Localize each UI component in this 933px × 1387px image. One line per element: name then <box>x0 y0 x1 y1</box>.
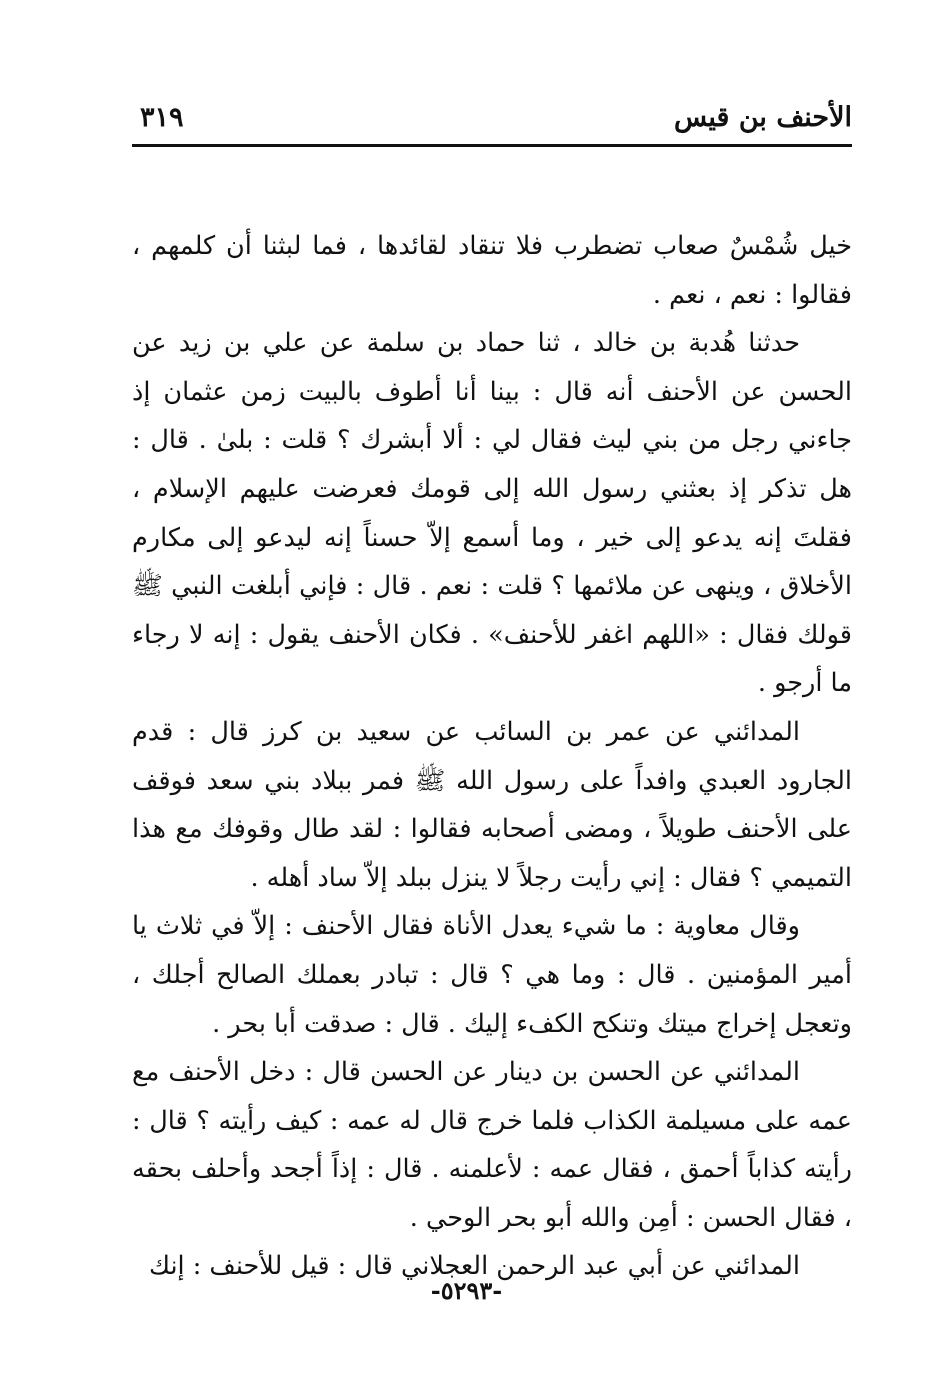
paragraph: خيل شُمْسٌ صعاب تضطرب فلا تنقاد لقائدها ، فما لبثنا أن كلمهم ، فقالوا : نعم ، نعم . <box>132 231 852 310</box>
paragraph: المدائني عن الحسن بن دينار عن الحسن قال : دخل الأحنف مع عمه على مسيلمة الكذاب فلما خرج قال له عمه : كيف رأيته ؟ قال : رأيته كذاباً أحمق ، فقال عمه : لأعلمنه . قال : إذاً أجحد وأحلف بحقه ، فقال الحسن : أمِن والله أبو بحر الوحي . <box>132 1057 852 1233</box>
body-text <box>132 222 852 1291</box>
running-title: الأحنف بن قيس <box>673 102 852 133</box>
page-number: ٣١٩ <box>140 102 184 133</box>
paragraph: المدائني عن عمر بن السائب عن سعيد بن كرز قال : قدم الجارود العبدي وافداً على رسول الله ﷺ فمر ببلاد بني سعد فوقف على الأحنف طويلاً ، ومضى أصحابه فقالوا : لقد طال وقوفك مع هذا التميمي ؟ فقال : إني رأيت رجلاً لا ينزل ببلد إلاّ ساد أهله . <box>132 716 852 893</box>
footer-page-number: -٥٢٩٣- <box>430 1276 503 1305</box>
paragraph: وقال معاوية : ما شيء يعدل الأناة فقال الأحنف : إلاّ في ثلاث يا أمير المؤمنين . قال : وما هي ؟ قال : تبادر بعملك الصالح أجلك ، وتعجل إخراج ميتك وتنكح الكفء إليك . قال : صدقت أبا بحر . <box>132 911 852 1039</box>
header-rule <box>132 144 852 147</box>
paragraph: المدائني عن أبي عبد الرحمن العجلاني قال : قيل للأحنف : إنك <box>148 1251 800 1282</box>
page-header <box>132 96 852 140</box>
paragraph: حدثنا هُدبة بن خالد ، ثنا حماد بن سلمة عن علي بن زيد عن الحسن عن الأحنف أنه قال : بينا أنا أطوف بالبيت زمن عثمان إذ جاءني رجل من بني ليث فقال لي : ألا أبشرك ؟ قلت : بلىٰ . قال : هل تذكر إذ بعثني رسول الله إلى قومك فعرضت عليهم الإسلام ، فقلتَ إنه يدعو إلى خير ، وما أسمع إلاّ حسناً إنه ليدعو إلى مكارم الأخلاق ، وينهى عن ملائمها ؟ قلت : نعم . قال : فإني أبلغت النبي ﷺ قولك فقال : «اللهم اغفر للأحنف» . فكان الأحنف يقول : إنه لا رجاء ما أرجو . <box>132 328 852 699</box>
